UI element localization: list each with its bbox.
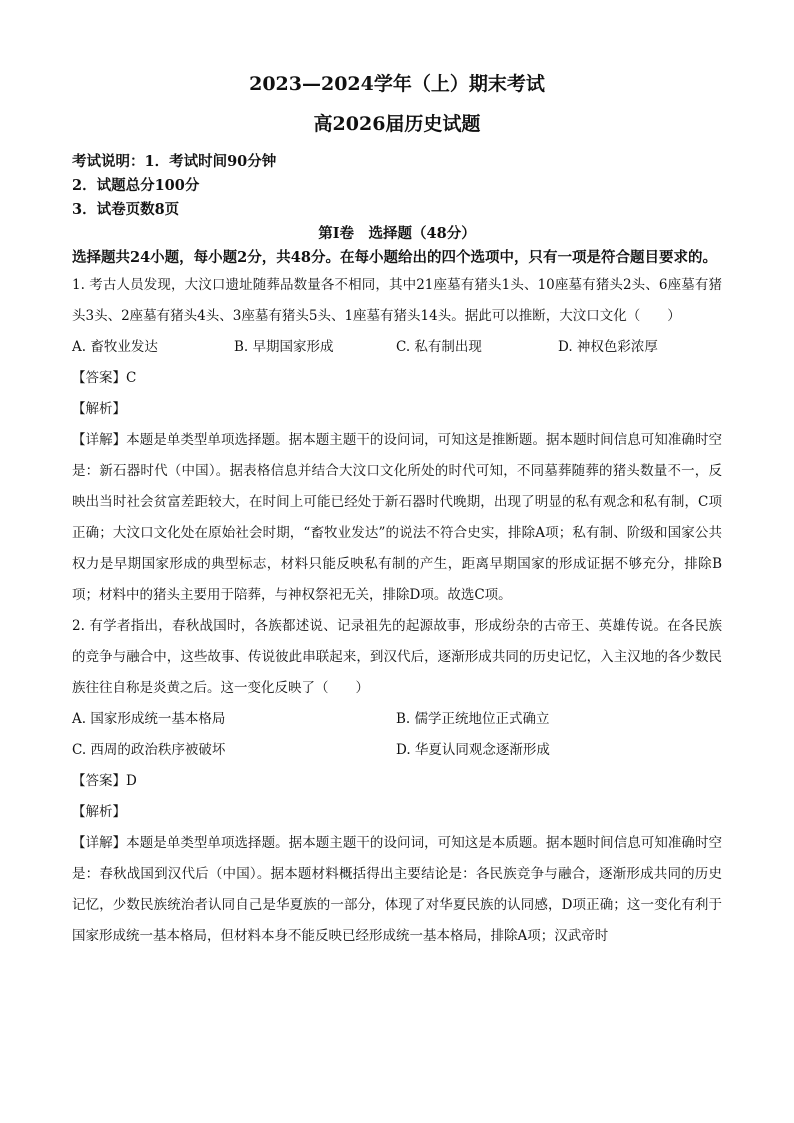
option-a: A. 国家形成统一基本格局 <box>72 711 226 727</box>
question-stem: 2. 有学者指出，春秋战国时，各族都述说、记录祖先的起源故事，形成纷杂的古帝王、英雄传说。在各民族的竞争与融合中，这些故事、传说彼此串联起来，到汉代后，逐渐形成共同的历史记忆，入主汉地的各少数民族往往自称是炎黄之后。这一变化反映了（ ） <box>72 618 722 696</box>
option-c: C. 西周的政治秩序被破坏 <box>72 742 226 758</box>
question-options-row-2 <box>72 735 722 766</box>
option-d: D. 神权色彩浓厚 <box>558 339 658 355</box>
answer-label: 【答案】D <box>72 773 137 789</box>
analysis-label: 【解析】 <box>72 401 126 417</box>
option-c: C. 私有制出现 <box>396 339 482 355</box>
question-1 <box>72 270 722 611</box>
question-2 <box>72 611 722 952</box>
exam-title: 2023—2024学年（上）期末考试 <box>249 73 545 95</box>
analysis-label: 【解析】 <box>72 804 126 820</box>
section-instruction: 选择题共24小题，每小题2分，共48分。在每小题给出的四个选项中，只有一项是符合题目要求的。 <box>72 249 717 266</box>
exam-page <box>72 62 722 952</box>
question-stem: 1. 考古人员发现，大汶口遗址随葬品数量各不相同，其中21座墓有猪头1头、10座墓有猪头2头、6座墓有猪头3头、2座墓有猪头4头、3座墓有猪头5头、1座墓有猪头14头。据此可以推断，大汶口文化（ ） <box>72 277 722 324</box>
option-d: D. 华夏认同观念逐渐形成 <box>396 742 550 758</box>
option-b: B. 早期国家形成 <box>234 339 334 355</box>
section-heading: 第Ⅰ卷 选择题（48分） <box>318 225 476 242</box>
exam-info-pages: 3．试卷页数8页 <box>72 201 180 218</box>
exam-subtitle: 高2026届历史试题 <box>313 113 481 135</box>
exam-info-time: 考试说明：1．考试时间90分钟 <box>72 153 277 170</box>
answer-label: 【答案】C <box>72 370 137 386</box>
question-options <box>72 332 722 363</box>
detail-explanation: 【详解】本题是单类型单项选择题。据本题主题干的设问词，可知这是推断题。据本题时间信息可知准确时空是：新石器时代（中国）。据表格信息并结合大汶口文化所处的时代可知，不同墓葬随葬的猪头数量不一，反映出当时社会贫富差距较大，在时间上可能已经处于新石器时代晚期，出现了明显的私有观念和私有制，C项正确；大汶口文化处在原始社会时期，“畜牧业发达”的说法不符合史实，排除A项；私有制、阶级和国家公共权力是早期国家形成的典型标志，材料只能反映私有制的产生，距离早期国家的形成证据不够充分，排除B项；材料中的猪头主要用于陪葬，与神权祭祀无关，排除D项。故选C项。 <box>72 432 722 603</box>
question-options-row-1 <box>72 704 722 735</box>
option-b: B. 儒学正统地位正式确立 <box>396 711 550 727</box>
exam-info-score: 2．试题总分100分 <box>72 177 200 194</box>
detail-explanation: 【详解】本题是单类型单项选择题。据本题主题干的设问词，可知这是本质题。据本题时间信息可知准确时空是：春秋战国到汉代后（中国）。据本题材料概括得出主要结论是：各民族竞争与融合，逐渐形成共同的历史记忆，少数民族统治者认同自己是华夏族的一部分，体现了对华夏民族的认同感，D项正确；这一变化有利于国家形成统一基本格局，但材料本身不能反映已经形成统一基本格局，排除A项；汉武帝时 <box>72 835 722 944</box>
option-a: A. 畜牧业发达 <box>72 339 158 355</box>
